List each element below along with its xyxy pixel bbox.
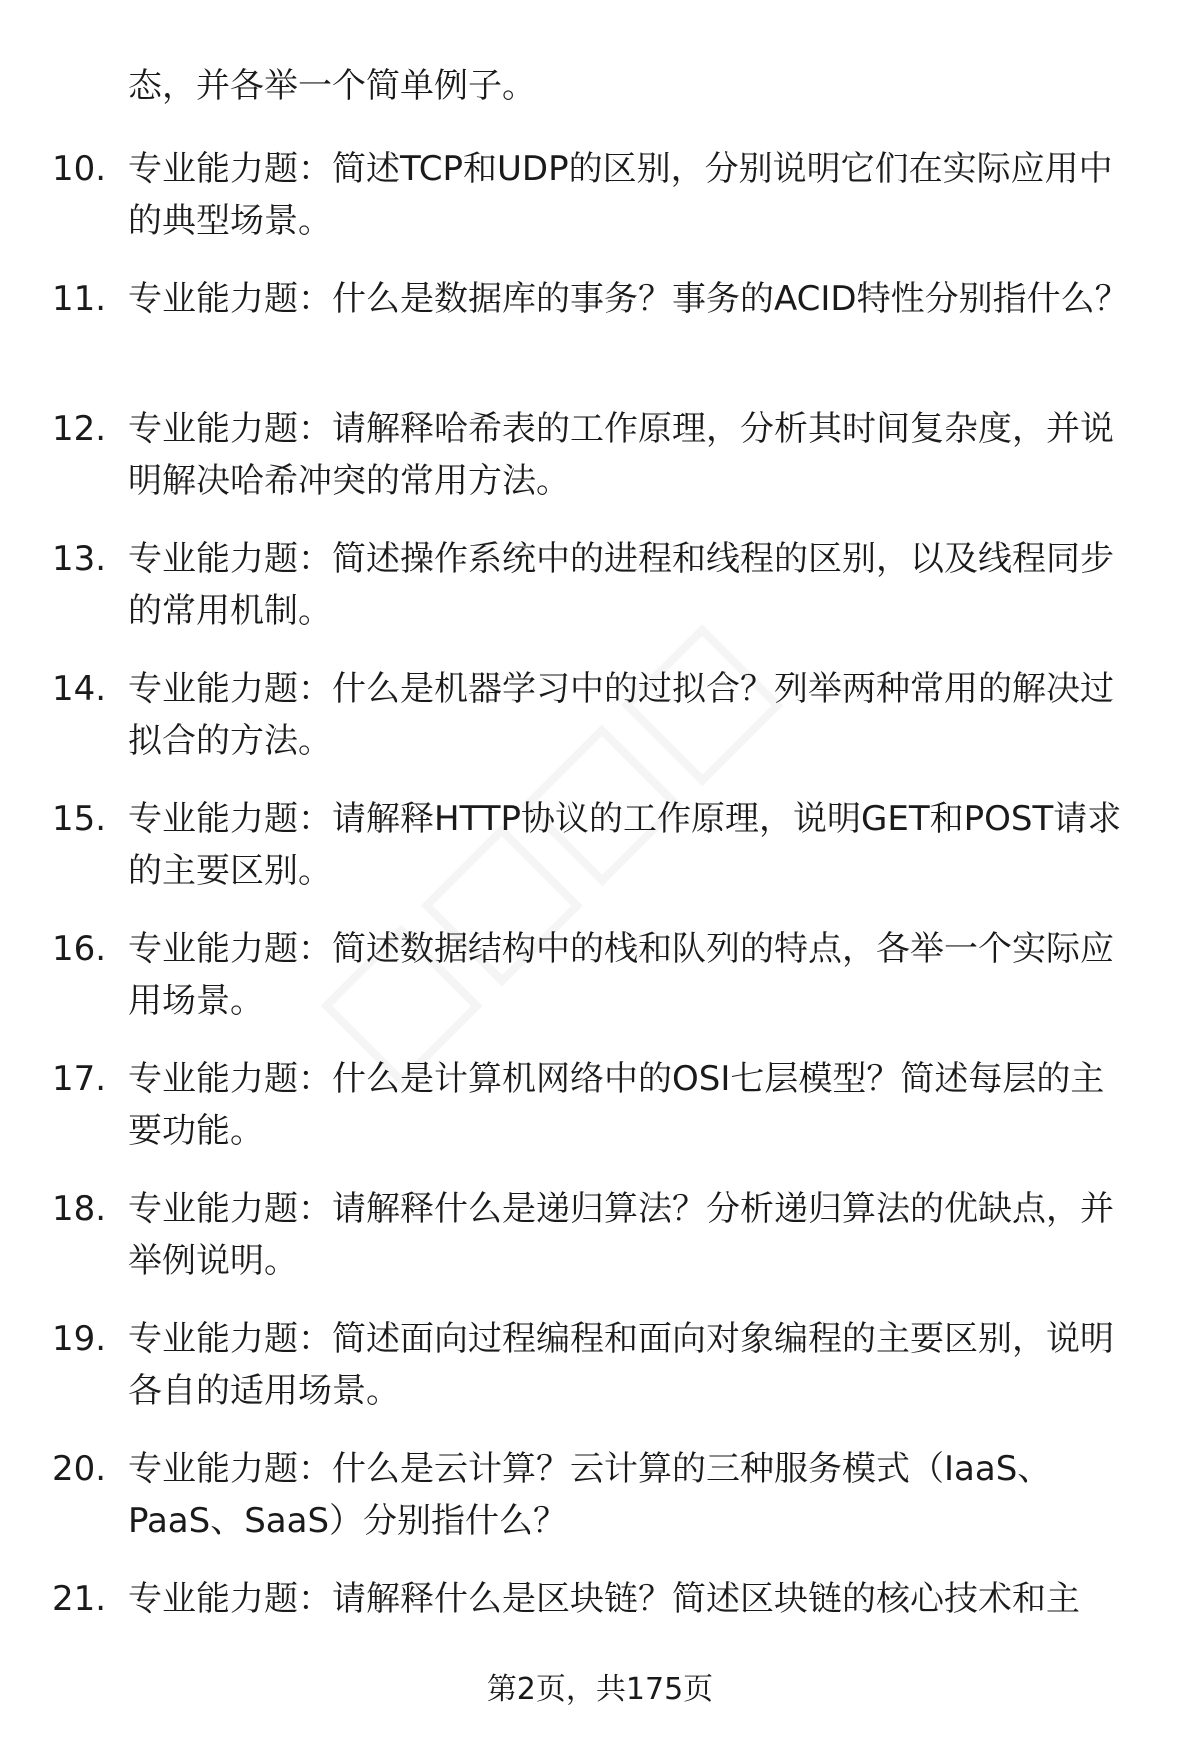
item-text: 专业能力题：请解释HTTP协议的工作原理，说明GET和POST请求的主要区别。: [128, 799, 1122, 891]
item-text: 专业能力题：简述数据结构中的栈和队列的特点，各举一个实际应用场景。: [128, 929, 1114, 1021]
item-number: 12.: [52, 409, 107, 449]
list-item: [0, 923, 1200, 1053]
item-text: 专业能力题：什么是云计算？云计算的三种服务模式（IaaS、PaaS、SaaS）分别指什么？: [128, 1449, 1052, 1541]
item-number: 15.: [52, 799, 107, 839]
item-text: 专业能力题：什么是数据库的事务？事务的ACID特性分别指什么？: [128, 279, 1129, 319]
item-text: 专业能力题：什么是计算机网络中的OSI七层模型？简述每层的主要功能。: [128, 1059, 1105, 1151]
item-text: 专业能力题：请解释什么是区块链？简述区块链的核心技术和主: [128, 1579, 1080, 1619]
item-text: 专业能力题：什么是机器学习中的过拟合？列举两种常用的解决过拟合的方法。: [128, 669, 1114, 761]
item-number: 19.: [52, 1319, 107, 1359]
item-text: 专业能力题：简述面向过程编程和面向对象编程的主要区别，说明各自的适用场景。: [128, 1319, 1114, 1411]
item-number: 18.: [52, 1189, 107, 1229]
list-item: [0, 403, 1200, 533]
item-number: 13.: [52, 539, 107, 579]
list-item: [0, 1313, 1200, 1443]
question-list: [0, 143, 1200, 1703]
item-number: 20.: [52, 1449, 107, 1489]
list-item: [0, 1053, 1200, 1183]
item-text: 专业能力题：请解释哈希表的工作原理，分析其时间复杂度，并说明解决哈希冲突的常用方法。: [128, 409, 1114, 501]
list-item: [0, 143, 1200, 273]
list-item: [0, 533, 1200, 663]
list-item: [0, 1443, 1200, 1573]
list-item: [0, 273, 1200, 403]
list-item: [0, 663, 1200, 793]
continued-paragraph: 态，并各举一个简单例子。: [128, 66, 536, 106]
item-text: 专业能力题：简述操作系统中的进程和线程的区别，以及线程同步的常用机制。: [128, 539, 1114, 631]
item-text: 专业能力题：请解释什么是递归算法？分析递归算法的优缺点，并举例说明。: [128, 1189, 1114, 1281]
item-number: 17.: [52, 1059, 107, 1099]
item-number: 21.: [52, 1579, 107, 1619]
page-number: 第2页，共175页: [486, 1672, 714, 1707]
item-number: 16.: [52, 929, 107, 969]
item-text: 专业能力题：简述TCP和UDP的区别，分别说明它们在实际应用中的典型场景。: [128, 149, 1113, 241]
item-number: 14.: [52, 669, 107, 709]
item-number: 10.: [52, 149, 107, 189]
item-number: 11.: [52, 279, 107, 319]
list-item: [0, 793, 1200, 923]
list-item: [0, 1183, 1200, 1313]
